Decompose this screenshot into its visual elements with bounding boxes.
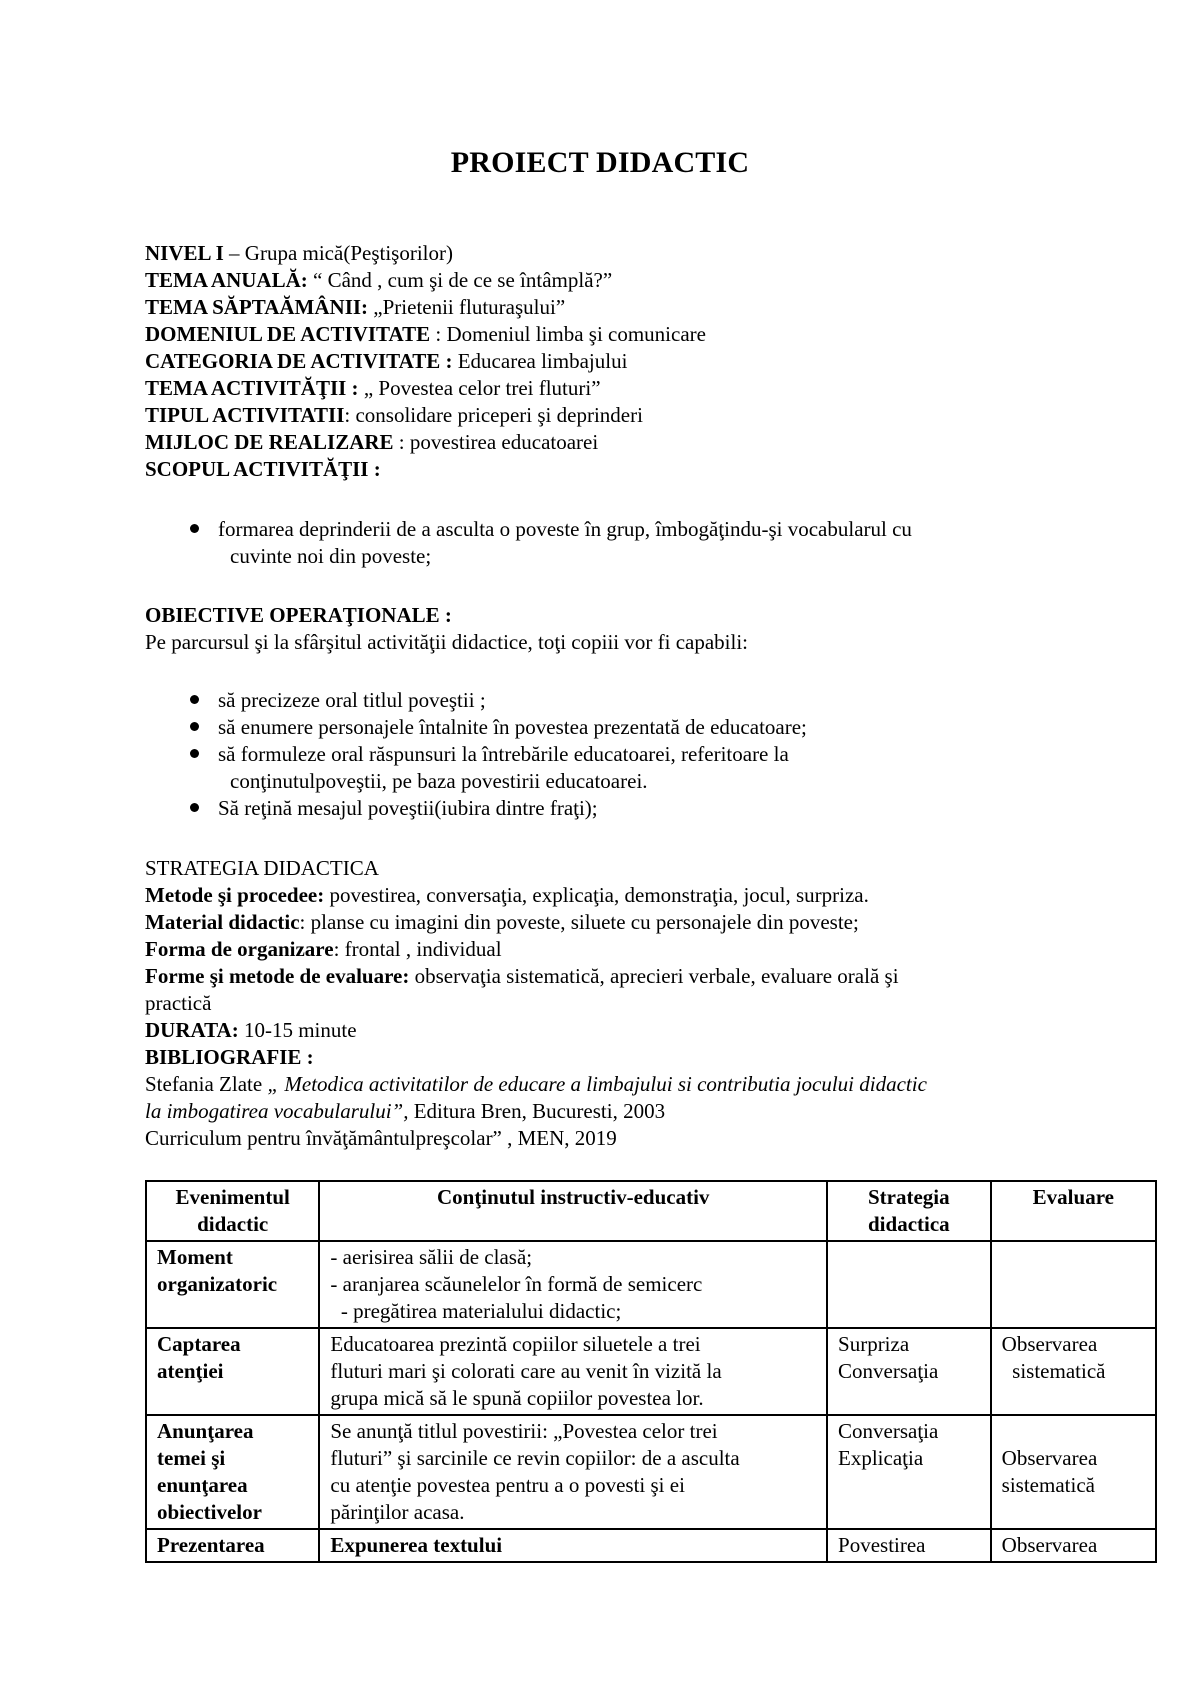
objective-item: Să reţină mesajul poveştii(iubira dintre fraţi); [218,796,598,820]
cell-line: - aranjarea scăunelelor în formă de semicerc [330,1272,703,1296]
field-value: „ Povestea celor trei fluturi” [358,376,601,400]
field-label: CATEGORIA DE ACTIVITATE : [145,349,453,373]
objective-item: să enumere personajele întalnite în povestea prezentată de educatoare; [218,715,807,739]
cell-line: Se anunţă titlul povestirii: „Povestea celor trei [330,1419,718,1443]
cell-line: Observarea [1001,1332,1098,1356]
cell-line: Educatoarea prezintă copiilor siluetele a trei [330,1332,701,1356]
bullet-icon [190,803,199,812]
cell-content [319,1529,827,1562]
strategy-evaluare-continued: practică [145,991,212,1015]
cell-content [319,1241,827,1328]
table-row [146,1529,1156,1562]
field-label: TEMA SĂPTAĂMÂNII: [145,295,369,319]
cell-strategy [827,1529,991,1562]
strategy-value: observaţia sistematică, aprecieri verbale, evaluare orală şi [409,964,899,988]
cell-evaluation [991,1529,1156,1562]
cell-line: Conversaţia [838,1419,939,1443]
strategy-label: Metode şi procedee: [145,883,325,907]
cell-line: Prezentarea [157,1533,265,1557]
field-value: : consolidare priceperi şi deprinderi [344,403,643,427]
header-line: Conţinutul instructiv-educativ [436,1185,710,1209]
field-label: TEMA ANUALĂ: [145,268,308,292]
cell-event [146,1328,319,1415]
field-value: – Grupa mică(Peştişorilor) [223,241,453,265]
field-label: MIJLOC DE REALIZARE [145,430,394,454]
table-row [146,1241,1156,1328]
field-value: „Prietenii fluturaşului” [368,295,566,319]
cell-line: Observarea [1001,1533,1098,1557]
cell-line: obiectivelor [157,1500,262,1524]
column-header-event [146,1181,319,1241]
bibliography-item-continued [145,1098,665,1124]
strategy-value: : frontal , individual [333,937,502,961]
bullet-icon [190,524,199,533]
header-line: Strategia [868,1185,950,1209]
strategy-heading: STRATEGIA DIDACTICA [145,856,379,880]
cell-line: grupa mică să le spună copiilor povestea lor. [330,1386,704,1410]
field-mijloc [145,429,598,455]
bullet-icon [190,695,199,704]
cell-line: Anunţarea [157,1419,254,1443]
header-line: Evenimentul [175,1185,290,1209]
cell-event [146,1241,319,1328]
table-row [146,1328,1156,1415]
bullet-icon [190,749,199,758]
page-title: PROIECT DIDACTIC [450,146,750,179]
field-nivel [145,240,453,266]
cell-line: Conversaţia [838,1359,939,1383]
field-label: TIPUL ACTIVITATII [145,403,345,427]
strategy-value: povestirea, conversaţia, explicaţia, demonstraţia, jocul, surpriza. [324,883,869,907]
field-tema-saptamanii [145,294,565,320]
cell-strategy [827,1328,991,1415]
column-header-evaluation [991,1181,1156,1241]
cell-line: Surpriza [838,1332,910,1356]
cell-line: organizatoric [157,1272,278,1296]
field-tema-activitatii [145,375,601,401]
strategy-metode [145,882,869,908]
strategy-label: Forme şi metode de evaluare: [145,964,410,988]
field-domeniul [145,321,706,347]
field-scopul [145,456,381,482]
cell-line: - aerisirea sălii de clasă; [330,1245,533,1269]
cell-content [319,1415,827,1529]
cell-event [146,1529,319,1562]
field-label: TEMA ACTIVITĂŢII : [145,376,359,400]
cell-line: Explicaţia [838,1446,924,1470]
field-value: Educarea limbajului [452,349,628,373]
cell-evaluation [991,1328,1156,1415]
strategy-label: Material didactic [145,910,300,934]
strategy-material [145,909,859,935]
cell-line: fluturi mari şi colorati care au venit în vizită la [330,1359,722,1383]
cell-line: Moment [157,1245,233,1269]
objective-item: să precizeze oral titlul poveştii ; [218,688,486,712]
bibliography-publisher: Editura Bren, Bucuresti, 2003 [408,1099,666,1123]
field-value: : Domeniul limba şi comunicare [430,322,706,346]
bibliography-title: la imbogatirea vocabularului”, [145,1099,409,1123]
strategy-value: 10-15 minute [238,1018,357,1042]
header-line: Evaluare [1032,1185,1114,1209]
strategy-forma [145,936,502,962]
bibliography-author: Stefania Zlate [145,1072,268,1096]
cell-line: Observarea [1001,1446,1098,1470]
field-categoria [145,348,627,374]
field-tipul [145,402,643,428]
bibliography-item: Curriculum pentru învăţământulpreşcolar” , MEN, 2019 [145,1126,617,1150]
cell-line: Captarea [157,1332,241,1356]
table-header-row [146,1181,1156,1241]
cell-line [1002,1418,1145,1445]
cell-strategy [827,1241,991,1328]
field-label: SCOPUL ACTIVITĂŢII : [145,457,381,481]
table-body [146,1241,1156,1562]
strategy-evaluare [145,963,899,989]
cell-event [146,1415,319,1529]
cell-evaluation [991,1415,1156,1529]
bibliography-title: „ Metodica activitatilor de educare a limbajului si contributia jocului didactic [267,1072,927,1096]
cell-line: - pregătirea materialului didactic; [330,1299,622,1323]
bibliography-heading: BIBLIOGRAFIE : [145,1045,314,1069]
cell-content [319,1328,827,1415]
scope-bullet-line2: cuvinte noi din poveste; [230,544,432,568]
objective-item-continued: conţinutulpoveştii, pe baza povestirii educatoarei. [230,769,648,793]
bibliography-item [145,1071,927,1097]
scope-bullet-line1: formarea deprinderii de a asculta o poveste în grup, îmbogăţindu-şi vocabularul cu [218,517,912,541]
cell-line: fluturi” şi sarcinile ce revin copiilor: de a asculta [330,1446,740,1470]
table-row [146,1415,1156,1529]
cell-line: sistematică [1001,1473,1095,1497]
cell-line: temei şi [157,1446,226,1470]
cell-line: Povestirea [838,1533,926,1557]
strategy-durata [145,1017,357,1043]
objectives-intro: Pe parcursul şi la sfârşitul activităţii didactice, toţi copiii vor fi capabili: [145,630,748,654]
objectives-heading: OBIECTIVE OPERAŢIONALE : [145,603,452,627]
cell-line: enunţarea [157,1473,248,1497]
field-value: “ Când , cum şi de ce se întâmplă?” [307,268,613,292]
cell-strategy [827,1415,991,1529]
bullet-icon [190,722,199,731]
cell-line: părinţilor acasa. [330,1500,465,1524]
field-tema-anuala [145,267,612,293]
cell-line: atenţiei [157,1359,224,1383]
header-line: didactica [868,1212,950,1236]
header-line: didactic [197,1212,269,1236]
column-header-strategy [827,1181,991,1241]
strategy-label: DURATA: [145,1018,239,1042]
field-label: NIVEL I [145,241,224,265]
field-value: : povestirea educatoarei [393,430,599,454]
strategy-label: Forma de organizare [145,937,334,961]
activity-table [145,1180,1157,1563]
objective-item: să formuleze oral răspunsuri la întrebările educatoarei, referitoare la [218,742,789,766]
cell-line: sistematică [1001,1359,1106,1383]
cell-evaluation [991,1241,1156,1328]
cell-line: cu atenţie povestea pentru a o povesti şi ei [330,1473,685,1497]
strategy-value: : planse cu imagini din poveste, siluete cu personajele din poveste; [299,910,859,934]
column-header-content [319,1181,827,1241]
cell-line: Expunerea textului [330,1533,503,1557]
field-label: DOMENIUL DE ACTIVITATE [145,322,431,346]
